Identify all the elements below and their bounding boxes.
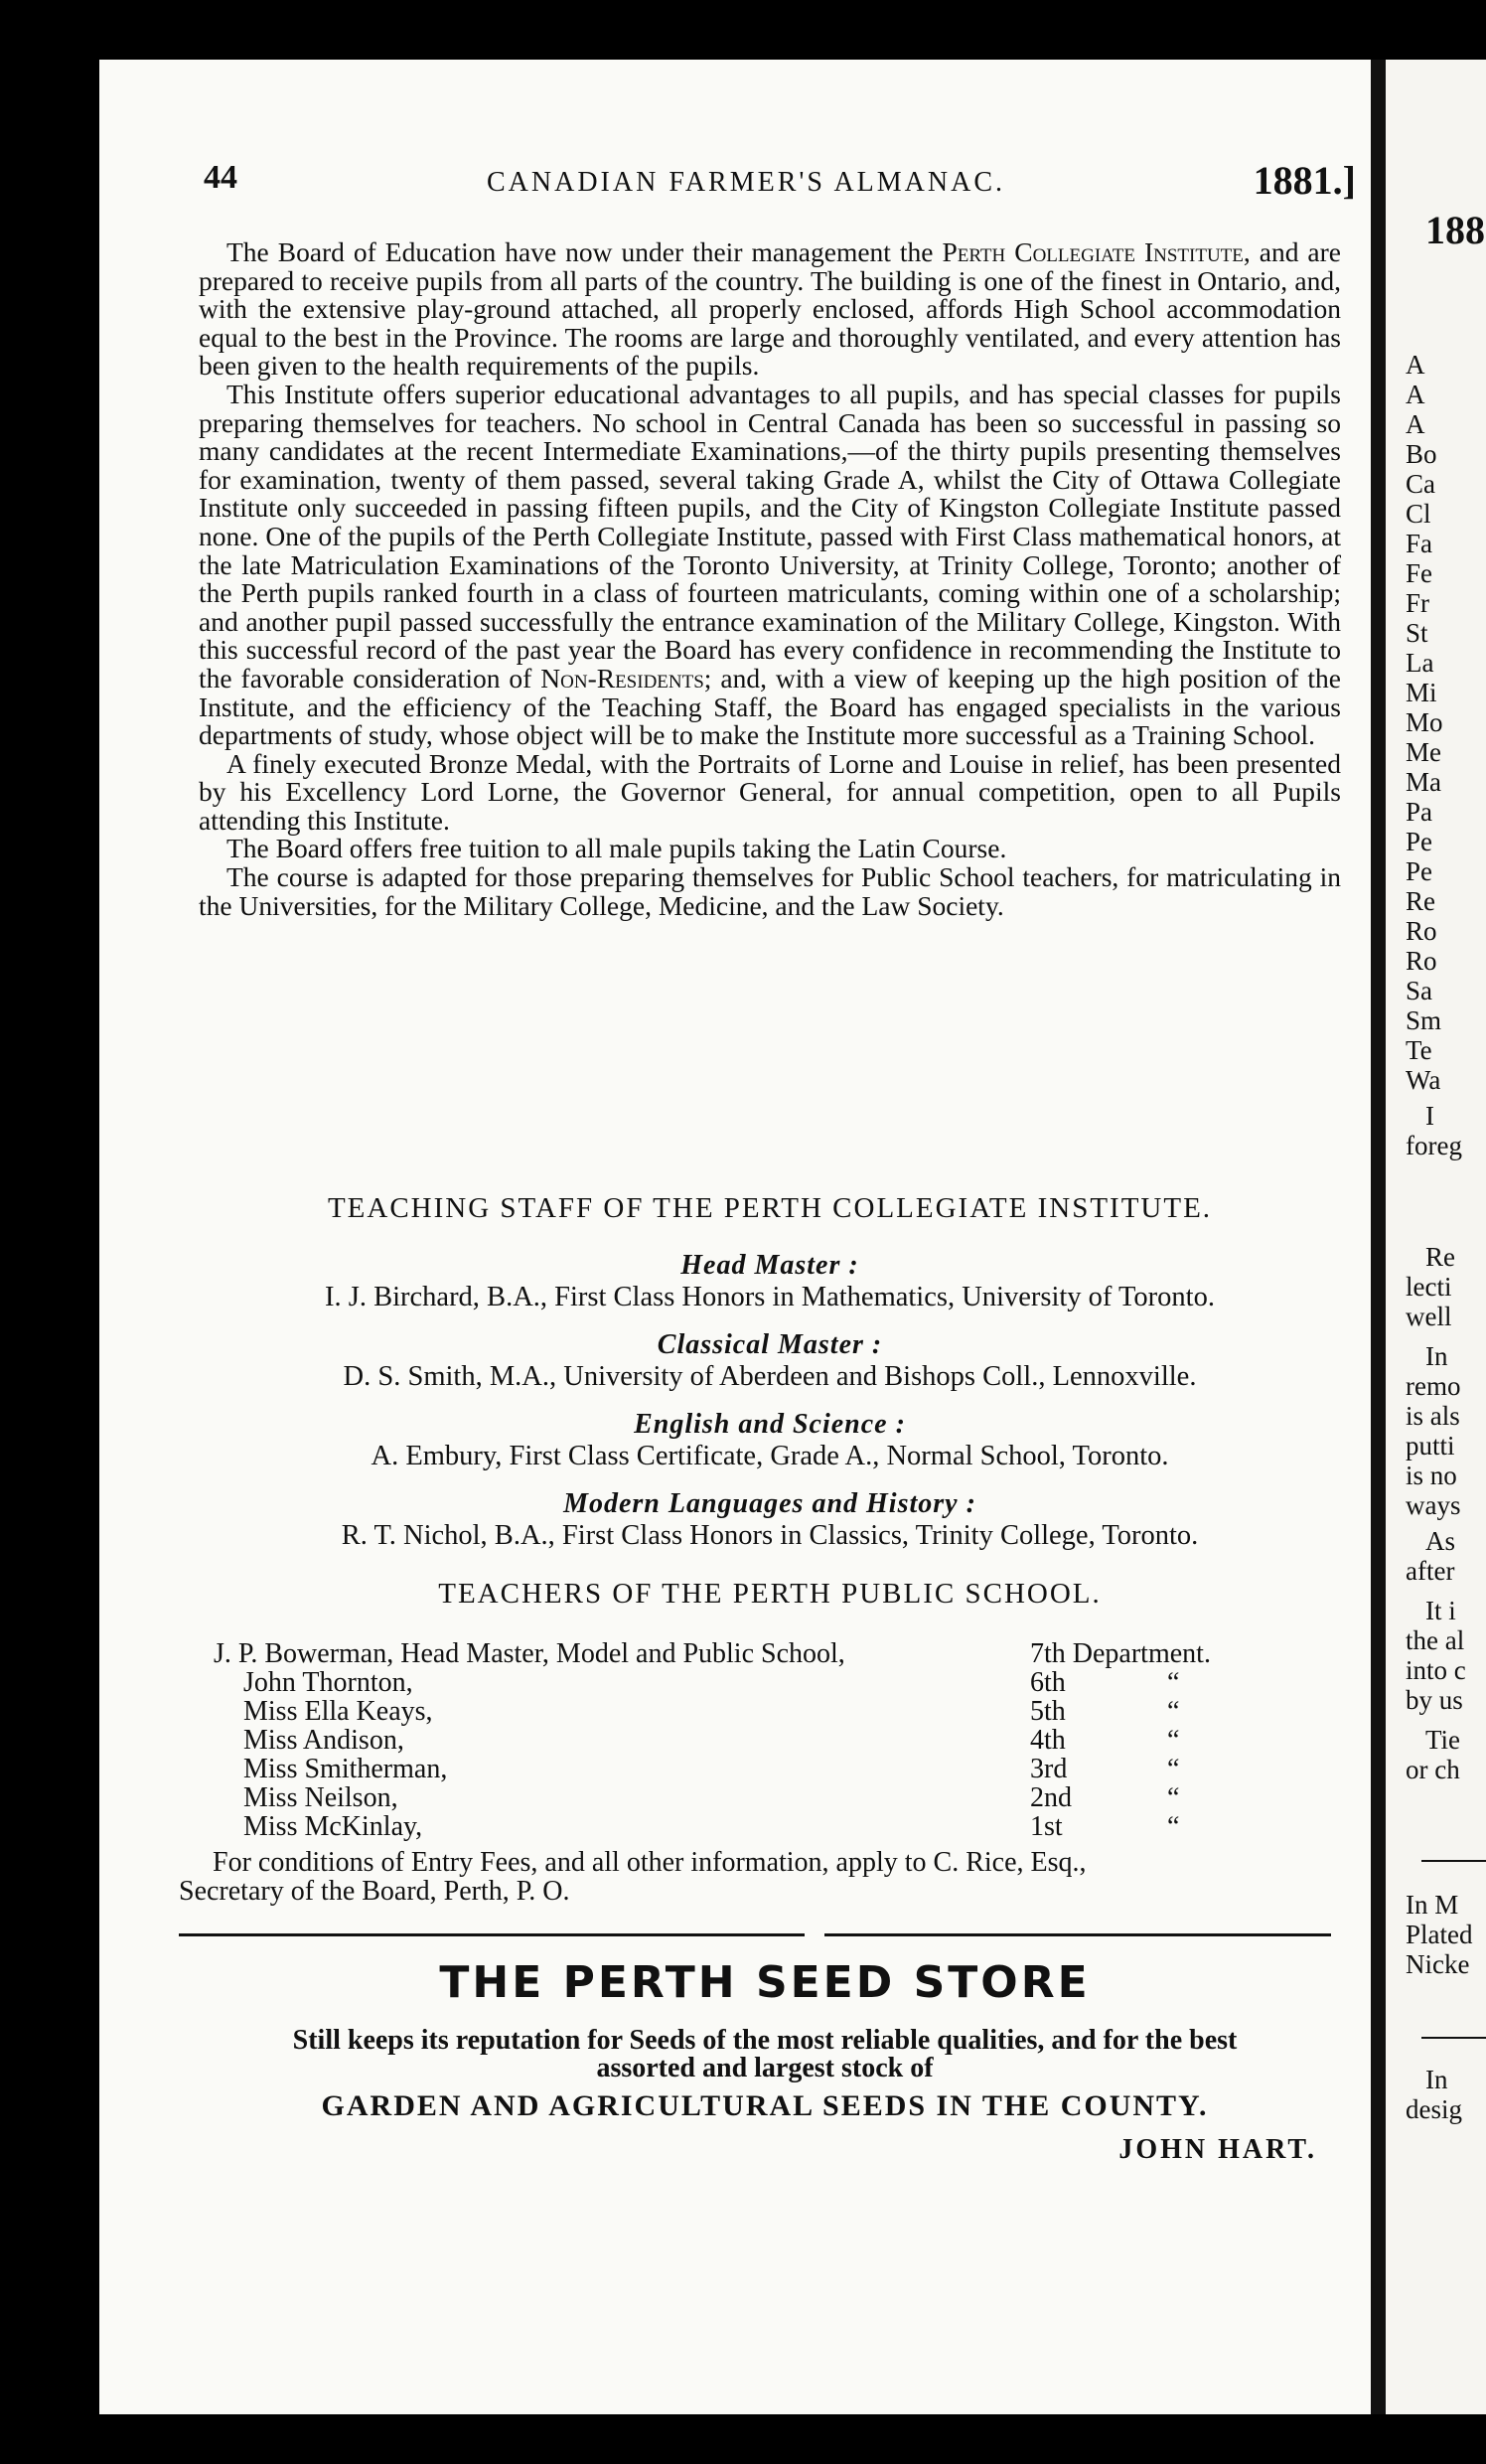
adjacent-page-fragment: Ca (1406, 469, 1435, 499)
staff-name: I. J. Birchard, B.A., First Class Honors in Mathematics, University of Toronto. (325, 1282, 1215, 1312)
adjacent-page-fragment: Te (1406, 1035, 1432, 1065)
adjacent-page-year: 188 (1425, 208, 1485, 252)
adjacent-page-fragment: A (1406, 380, 1425, 409)
adjacent-page-fragment: Fr (1406, 588, 1430, 618)
adjacent-page-fragment: Ma (1406, 767, 1441, 797)
advert-caps-line: GARDEN AND AGRICULTURAL SEEDS IN THE COUNTY. (321, 2089, 1209, 2122)
advert-signature: JOHN HART. (1118, 2134, 1317, 2165)
staff-heading: TEACHING STAFF OF THE PERTH COLLEGIATE INSTITUTE. (327, 1192, 1213, 1224)
adjacent-page-fragment: Ro (1406, 946, 1437, 976)
advert-title: THE PERTH SEED STORE (439, 1957, 1091, 2008)
divider (824, 1933, 1331, 1936)
adjacent-page-fragment: In M (1406, 1890, 1459, 1920)
staff-name: D. S. Smith, M.A., University of Aberdeen and Bishops Coll., Lennoxville. (343, 1361, 1197, 1392)
page-gutter (1371, 60, 1387, 2414)
paragraph: The course is adapted for those preparing themselves for Public School teachers, for matriculating in the Universities, for the Military College, Medicine, and the Law Society. (199, 861, 1341, 921)
adjacent-page-fragment: putti (1406, 1431, 1455, 1461)
adjacent-page-fragment: well (1406, 1302, 1452, 1331)
adjacent-page-fragment: Pa (1406, 797, 1432, 827)
adjacent-page-fragment: Plated (1406, 1920, 1473, 1949)
teacher-row: Miss Smitherman, 3rd “ (243, 1754, 1180, 1784)
page-header (204, 149, 1356, 209)
adjacent-page-fragment: remo (1406, 1371, 1461, 1401)
adjacent-page (1386, 60, 1486, 2414)
running-title: CANADIAN FARMER'S ALMANAC. (487, 167, 1006, 198)
adjacent-page-fragment: La (1406, 648, 1434, 678)
adjacent-page-fragment: Wa (1406, 1065, 1441, 1095)
adjacent-page-fragment: Pe (1406, 827, 1432, 856)
adjacent-page-fragment: It i (1425, 1596, 1456, 1625)
adjacent-page-fragment: into c (1406, 1655, 1466, 1685)
adjacent-page-fragment: after (1406, 1556, 1455, 1586)
adjacent-page-fragment: foreg (1406, 1131, 1462, 1160)
adjacent-page-fragment: or ch (1406, 1755, 1460, 1784)
paragraph: This Institute offers superior educational advantages to all pupils, and has special classes for pupils preparing themselves for teachers. No school in Central Canada has been so successful in passing so many candidates at the recent Intermediate Examinations,—of the thirty pupils presenting themselves for examination, twenty of them passed, several taking Grade A, whilst the City of Ottawa Collegiate Institute only succeeded in passing fifteen pupils, and the City of Kingston Collegiate Institute passed none. One of the pupils of the Perth Collegiate Institute, passed with First Class mathematical honors, at the late Matriculation Examinations of the Toronto University, at Trinity College, Toronto; another of the Perth pupils ranked fourth in a class of fourteen matriculants, coming within one of a scholarship; and another pupil passed successfully the entrance examination of the Military College, Kingston. With this successful record of the past year the Board has every confidence in recommending the Institute to the favorable consideration of Non-Residents; and, with a view of keeping up the high position of the Institute, and the efficiency of the Teaching Staff, the Board has engaged specialists in the various departments of study, whose object will be to make the Institute more successful as a Training School. (199, 378, 1341, 751)
advert-body: Still keeps its reputation for Seeds of the most reliable qualities, and for the best assorted and largest stock of (292, 2025, 1238, 2083)
adjacent-page-fragment: A (1406, 409, 1425, 439)
adjacent-page-fragment: Mi (1406, 678, 1437, 707)
public-school-heading: TEACHERS OF THE PERTH PUBLIC SCHOOL. (438, 1578, 1102, 1610)
adjacent-page-fragment: Ro (1406, 916, 1437, 946)
teacher-row: Miss McKinlay, 1st “ (243, 1811, 1180, 1842)
adjacent-page-fragment: Re (1425, 1242, 1455, 1272)
adjacent-page-fragment: St (1406, 618, 1428, 648)
adjacent-page-fragment: Re (1406, 886, 1435, 916)
adjacent-page-fragment: by us (1406, 1685, 1463, 1715)
divider (179, 1933, 805, 1936)
staff-role: Modern Languages and History : (563, 1488, 976, 1519)
adjacent-page-rule (1421, 2037, 1486, 2039)
staff-role: Classical Master : (657, 1329, 883, 1360)
adjacent-page-fragment: Tie (1425, 1725, 1461, 1755)
teacher-row: Miss Neilson, 2nd “ (243, 1782, 1180, 1813)
adjacent-page-rule (1421, 1860, 1486, 1862)
staff-role: Head Master : (680, 1250, 859, 1281)
adjacent-page-fragment: is als (1406, 1401, 1460, 1431)
adjacent-page-fragment: Bo (1406, 439, 1437, 469)
adjacent-page-fragment: Nicke (1406, 1949, 1470, 1979)
teacher-list (214, 1639, 1286, 1841)
adjacent-page-fragment: Sm (1406, 1005, 1442, 1035)
adjacent-page-fragment: A (1406, 350, 1425, 380)
teacher-row: John Thornton, 6th “ (243, 1667, 1180, 1698)
adjacent-page-fragment: desig (1406, 2094, 1462, 2124)
adjacent-page-fragment: Mo (1406, 707, 1443, 737)
paragraph: A finely executed Bronze Medal, with the Portraits of Lorne and Louise in relief, has been presented by his Excellency Lord Lorne, the Governor General, for annual competition, open to all Pupils attending this Institute. (199, 747, 1341, 836)
adjacent-page-fragment: lecti (1406, 1272, 1452, 1302)
adjacent-page-fragment: is no (1406, 1461, 1457, 1490)
page-number: 44 (204, 159, 237, 196)
adjacent-page-fragment: Fa (1406, 529, 1432, 558)
adjacent-page-fragment: As (1425, 1526, 1456, 1556)
institute-description (199, 238, 1341, 920)
adjacent-page-fragment: In (1425, 1341, 1448, 1371)
page-year: 1881.] (1253, 158, 1356, 203)
adjacent-page-fragment: In (1425, 2065, 1448, 2094)
teacher-row: Miss Andison, 4th “ (243, 1725, 1180, 1756)
contact-note (179, 1848, 1351, 1906)
adjacent-page-fragment: Pe (1406, 856, 1432, 886)
staff-name: R. T. Nichol, B.A., First Class Honors in Classics, Trinity College, Toronto. (341, 1520, 1199, 1551)
staff-name: A. Embury, First Class Certificate, Grade A., Normal School, Toronto. (371, 1441, 1169, 1471)
adjacent-page-fragment: Sa (1406, 976, 1432, 1005)
adjacent-page-fragment: Fe (1406, 558, 1432, 588)
paragraph: The Board of Education have now under their management the Perth Collegiate Institute, and are prepared to receive pupils from all parts of the country. The building is one of the finest in Ontario, and, with the extensive play-ground attached, all properly enclosed, affords High School accommodation equal to the best in the Province. The rooms are large and thoroughly ventilated, and every attention has been given to the health requirements of the pupils. (199, 236, 1341, 382)
teacher-row: Miss Ella Keays, 5th “ (243, 1696, 1180, 1727)
adjacent-page-fragment: I (1425, 1101, 1434, 1131)
adjacent-page-fragment: ways (1406, 1490, 1461, 1520)
adjacent-page-fragment: Cl (1406, 499, 1431, 529)
teacher-row: J. P. Bowerman, Head Master, Model and Public School, 7th Department. (214, 1638, 1211, 1669)
adjacent-page-fragment: the al (1406, 1625, 1465, 1655)
contact-line: Secretary of the Board, Perth, P. O. (179, 1876, 570, 1907)
adjacent-page-fragment: Me (1406, 737, 1441, 767)
staff-role: English and Science : (634, 1409, 906, 1440)
contact-line: For conditions of Entry Fees, and all other information, apply to C. Rice, Esq., (213, 1847, 1087, 1878)
paragraph: The Board offers free tuition to all male pupils taking the Latin Course. (226, 833, 1007, 864)
